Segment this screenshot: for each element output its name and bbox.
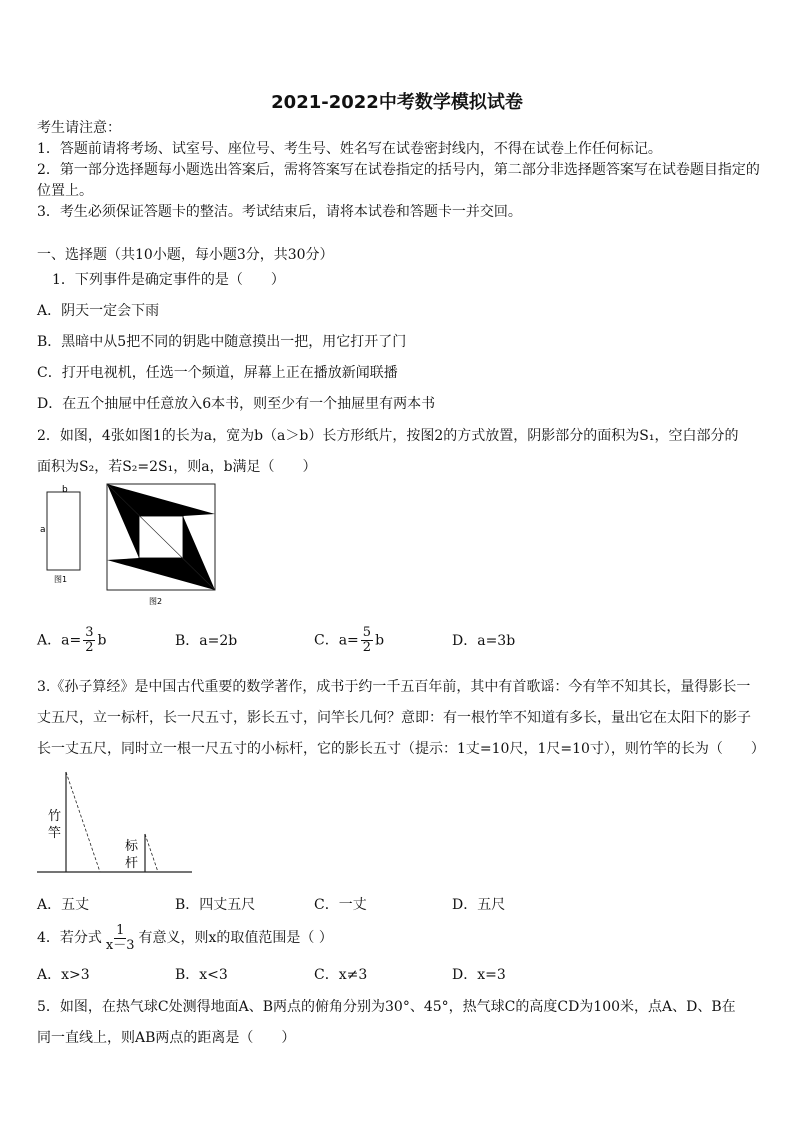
question-1-option-c: C．打开电视机，任选一个频道，屏幕上正在播放新闻联播 <box>37 365 398 381</box>
page-title: 2021-2022中考数学模拟试卷 <box>271 92 523 113</box>
question-3-option-c: C．一丈 <box>314 897 367 913</box>
question-3-option-b: B．四丈五尺 <box>175 897 256 913</box>
question-3-option-a: A．五丈 <box>37 897 90 913</box>
notice-item: 3．考生必须保证答题卡的整洁。考试结束后，请将本试卷和答题卡一并交回。 <box>37 204 522 220</box>
stick-shadow-ray <box>145 834 158 872</box>
question-1-stem: 1．下列事件是确定事件的是（ ） <box>52 272 285 288</box>
question-4-option-c: C．x≠3 <box>314 967 368 983</box>
question-3-figure <box>37 768 197 878</box>
question-4-option-b: B．x<3 <box>175 967 228 983</box>
question-4-option-a: A．x>3 <box>37 967 90 983</box>
question-2-option-d: D．a=3b <box>452 633 516 649</box>
section-heading: 一、选择题（共10小题，每小题3分，共30分） <box>37 247 334 263</box>
question-2-option-b: B．a=2b <box>175 633 238 649</box>
question-2-figure <box>37 482 227 612</box>
notice-heading: 考生请注意： <box>37 120 121 136</box>
pole-label-2: 竿 <box>48 826 62 841</box>
question-3-options <box>37 894 762 918</box>
stick-label-1: 标 <box>125 839 139 854</box>
fig2-caption: 图2 <box>149 597 163 606</box>
question-3-line-1: 3.《孙子算经》是中国古代重要的数学著作，成书于约一千五百年前，其中有首歌谣：今有竿不知其长，量得影长一 <box>37 679 751 695</box>
question-1-option-b: B．黑暗中从5把不同的钥匙中随意摸出一把，用它打开了门 <box>37 334 407 350</box>
question-2-options <box>37 625 762 655</box>
stick-label-2: 杆 <box>125 856 139 871</box>
notice-item: 位置上。 <box>37 183 93 199</box>
question-4-stem: 4．若分式 $\frac{1}{x-3}$ 有意义，则x的取值范围是（ ） <box>37 922 333 953</box>
question-3-option-d: D．五尺 <box>452 897 506 913</box>
question-5-line-2: 同一直线上，则AB两点的距离是（ ） <box>37 1030 296 1046</box>
question-2-option-c: C．a= $\frac{5}{2}$ b <box>314 625 385 655</box>
question-2-line-1: 2．如图，4张如图1的长为a，宽为b（a＞b）长方形纸片，按图2的方式放置，阴影部分的面积为S₁，空白部分的 <box>37 428 739 444</box>
bamboo-shadow-ray <box>66 772 100 872</box>
pole-label-1: 竹 <box>48 809 62 824</box>
notice-item: 2．第一部分选择题每小题选出答案后，需将答案写在试卷指定的括号内，第二部分非选择题答案写在试卷题目指定的 <box>37 162 760 178</box>
question-2-option-a: A．a= $\frac{3}{2}$ b <box>37 625 107 655</box>
question-2-line-2: 面积为S₂，若S₂=2S₁，则a，b满足（ ） <box>37 459 317 475</box>
fig1-rectangle <box>47 492 80 570</box>
question-4-option-d: D．x=3 <box>452 967 506 983</box>
question-4-fraction: $\frac{1}{x-3}$ <box>105 922 135 953</box>
fig1-label-b: b <box>62 485 68 495</box>
question-3-line-3: 长一丈五尺，同时立一根一尺五寸的小标杆，它的影长五寸（提示：1丈=10尺，1尺=10寸），则竹竿的长为（ ） <box>37 741 765 757</box>
question-1-option-d: D．在五个抽屉中任意放入6本书，则至少有一个抽屉里有两本书 <box>37 396 436 412</box>
fig1-label-a: a <box>40 525 46 535</box>
notice-item: 1．答题前请将考场、试室号、座位号、考生号、姓名写在试卷密封线内，不得在试卷上作任何标记。 <box>37 141 662 157</box>
question-1-option-a: A．阴天一定会下雨 <box>37 303 160 319</box>
question-3-line-2: 丈五尺，立一标杆，长一尺五寸，影长五寸，问竿长几何？意即：有一根竹竿不知道有多长，量出它在太阳下的影子 <box>37 710 751 726</box>
question-5-line-1: 5．如图，在热气球C处测得地面A、B两点的俯角分别为30°、45°，热气球C的高度CD为100米，点A、D、B在 <box>37 999 736 1015</box>
question-4-options <box>37 964 762 988</box>
fig1-caption: 图1 <box>54 575 68 584</box>
